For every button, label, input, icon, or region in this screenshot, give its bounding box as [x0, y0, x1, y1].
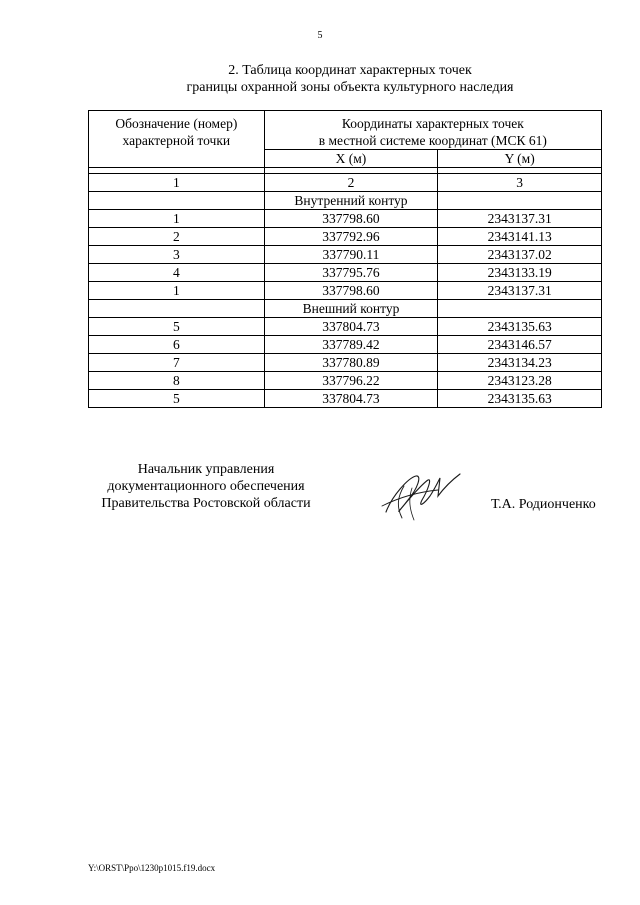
coordinates-table [88, 110, 602, 408]
table-title [0, 62, 640, 96]
table-row [89, 282, 602, 300]
table-row [89, 246, 602, 264]
column-number: 2 [264, 174, 438, 192]
table-row [89, 210, 602, 228]
x-coordinate: 337798.60 [264, 210, 438, 228]
y-coordinate: 2343133.19 [438, 264, 602, 282]
column-number: 3 [438, 174, 602, 192]
page-number: 5 [317, 30, 323, 41]
section-title-empty-cell [438, 300, 602, 318]
point-number: 6 [89, 336, 265, 354]
y-coordinate: 2343146.57 [438, 336, 602, 354]
table-title-line-2: границы охранной зоны объекта культурного наследия [186, 80, 514, 95]
x-coordinate: 337792.96 [264, 228, 438, 246]
point-number: 3 [89, 246, 265, 264]
table-row [89, 336, 602, 354]
table-header-row [89, 111, 602, 150]
header-point-designation-line-2: характерной точки [122, 133, 231, 148]
signatory-position-line-1: Начальник управления [137, 462, 275, 477]
point-number: 8 [89, 372, 265, 390]
point-number: 4 [89, 264, 265, 282]
x-coordinate: 337798.60 [264, 282, 438, 300]
handwritten-signature [378, 466, 462, 524]
signatory-position [88, 461, 324, 512]
point-number: 1 [89, 210, 265, 228]
header-coordinates-line-2: в местной системе координат (МСК 61) [318, 133, 547, 148]
y-coordinate: 2343134.23 [438, 354, 602, 372]
section-title: Внешний контур [264, 300, 438, 318]
file-path-footer: Y:\ORST\Ppo\1230p1015.f19.docx [88, 863, 216, 873]
section-title-row [89, 192, 602, 210]
header-point-designation [89, 111, 265, 168]
table-row [89, 390, 602, 408]
header-x: X (м) [264, 150, 438, 168]
x-coordinate: 337780.89 [264, 354, 438, 372]
point-number: 1 [89, 282, 265, 300]
x-coordinate: 337790.11 [264, 246, 438, 264]
point-number: 2 [89, 228, 265, 246]
x-coordinate: 337795.76 [264, 264, 438, 282]
header-y: Y (м) [438, 150, 602, 168]
x-coordinate: 337804.73 [264, 318, 438, 336]
table-row [89, 372, 602, 390]
point-number: 7 [89, 354, 265, 372]
x-coordinate: 337796.22 [264, 372, 438, 390]
y-coordinate: 2343141.13 [438, 228, 602, 246]
y-coordinate: 2343137.02 [438, 246, 602, 264]
column-number: 1 [89, 174, 265, 192]
signatory-position-line-2: документационного обеспечения [107, 479, 305, 494]
section-title-empty-cell [89, 300, 265, 318]
x-coordinate: 337804.73 [264, 390, 438, 408]
section-title-empty-cell [438, 192, 602, 210]
header-coordinates-line-1: Координаты характерных точек [341, 116, 524, 131]
header-coordinates [264, 111, 601, 150]
signatory-position-line-3: Правительства Ростовской области [101, 496, 311, 511]
y-coordinate: 2343137.31 [438, 210, 602, 228]
y-coordinate: 2343135.63 [438, 390, 602, 408]
table-row [89, 318, 602, 336]
y-coordinate: 2343137.31 [438, 282, 602, 300]
section-title-row [89, 300, 602, 318]
point-number: 5 [89, 318, 265, 336]
table-row [89, 354, 602, 372]
y-coordinate: 2343123.28 [438, 372, 602, 390]
table-title-line-1: 2. Таблица координат характерных точек [228, 63, 472, 78]
point-number: 5 [89, 390, 265, 408]
section-title: Внутренний контур [264, 192, 438, 210]
header-point-designation-line-1: Обозначение (номер) [115, 116, 238, 131]
x-coordinate: 337789.42 [264, 336, 438, 354]
section-title-empty-cell [89, 192, 265, 210]
table-row [89, 264, 602, 282]
y-coordinate: 2343135.63 [438, 318, 602, 336]
signatory-name: Т.А. Родионченко [491, 497, 596, 512]
table-row [89, 228, 602, 246]
column-numbering-row [89, 174, 602, 192]
